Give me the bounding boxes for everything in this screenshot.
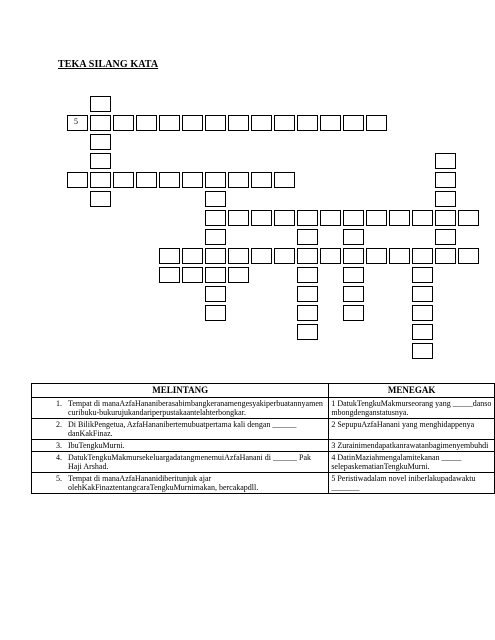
grid-cell[interactable]	[435, 229, 456, 245]
grid-cell[interactable]	[113, 115, 134, 131]
grid-cell[interactable]	[389, 210, 410, 226]
across-clue: Tempat di manaAzfaHananidiberitunjuk ajar olehKakFinaztentangcaraTengkuMurnimakan, bercakapdll.	[68, 474, 259, 492]
table-row	[32, 440, 495, 452]
grid-cell[interactable]	[228, 210, 249, 226]
grid-cell[interactable]	[412, 324, 433, 340]
grid-cell[interactable]	[228, 267, 249, 283]
grid-cell[interactable]	[458, 210, 479, 226]
grid-cell[interactable]	[136, 115, 157, 131]
grid-cell[interactable]	[205, 305, 226, 321]
grid-cell[interactable]	[228, 172, 249, 188]
down-clue: 2 SepupuAzfaHanani yang menghidappenya	[331, 420, 475, 429]
grid-cell[interactable]	[389, 248, 410, 264]
clue-number: 1.	[56, 399, 62, 408]
across-clue: Tempat di manaAzfaHananiberasabimbangkeranamengesyakiperbuatannyamencuribuku-bukurujukandariperpustakaantelahterbongkar.	[68, 399, 323, 417]
grid-cell[interactable]	[251, 210, 272, 226]
clue-number: 2.	[56, 420, 62, 429]
page-title: TEKA SILANG KATA	[58, 59, 159, 70]
grid-cell[interactable]	[251, 248, 272, 264]
grid-cell[interactable]	[435, 248, 456, 264]
grid-cell[interactable]	[343, 305, 364, 321]
grid-cell[interactable]	[228, 115, 249, 131]
grid-cell[interactable]	[412, 305, 433, 321]
clue-table	[31, 383, 495, 494]
grid-cell[interactable]	[274, 210, 295, 226]
grid-cell[interactable]	[182, 248, 203, 264]
grid-cell[interactable]	[205, 191, 226, 207]
grid-cell[interactable]	[90, 172, 111, 188]
grid-cell[interactable]	[159, 172, 180, 188]
grid-cell[interactable]	[274, 172, 295, 188]
grid-cell[interactable]	[343, 267, 364, 283]
grid-cell[interactable]	[366, 210, 387, 226]
cell-number: 5	[74, 117, 78, 126]
grid-cell[interactable]	[366, 115, 387, 131]
grid-cell[interactable]	[412, 343, 433, 359]
grid-cell[interactable]	[435, 210, 456, 226]
down-clue: 5 Peristiwadalam novel iniberlakupadawaktu _______	[331, 474, 476, 492]
grid-cell[interactable]	[412, 248, 433, 264]
grid-cell[interactable]	[251, 172, 272, 188]
across-clue: DatukTengkuMakmursekeluargadatangmenemuiAzfaHanani di ______ Pak Haji Arshad.	[68, 453, 311, 471]
grid-cell[interactable]	[205, 210, 226, 226]
across-clue: Di BilikPengetua, AzfaHananibertemubuatpertama kali dengan ______ danKakFinaz.	[68, 420, 297, 438]
grid-cell[interactable]	[228, 248, 249, 264]
grid-cell[interactable]	[320, 210, 341, 226]
grid-cell[interactable]	[297, 248, 318, 264]
across-header: MELINTANG	[32, 384, 329, 398]
grid-cell[interactable]	[113, 172, 134, 188]
down-clue: 3 Zurainimendapatkanrawatanbagimenyembuhdi	[331, 441, 489, 450]
grid-cell[interactable]	[182, 267, 203, 283]
grid-cell[interactable]	[458, 248, 479, 264]
grid-cell[interactable]	[205, 229, 226, 245]
table-row	[32, 398, 495, 419]
grid-cell[interactable]	[67, 115, 88, 131]
grid-cell[interactable]	[343, 115, 364, 131]
grid-cell[interactable]	[297, 324, 318, 340]
grid-cell[interactable]	[412, 267, 433, 283]
down-clue: 4 DatinMaziahmengalamitekanan _____ selepaskematianTengkuMurni.	[331, 453, 462, 471]
grid-cell[interactable]	[412, 210, 433, 226]
grid-cell[interactable]	[274, 248, 295, 264]
grid-cell[interactable]	[159, 248, 180, 264]
across-clue: IbuTengkuMurni.	[68, 441, 125, 450]
grid-cell[interactable]	[274, 115, 295, 131]
clue-number: 4.	[56, 453, 62, 462]
grid-cell[interactable]	[297, 115, 318, 131]
grid-cell[interactable]	[205, 115, 226, 131]
grid-cell[interactable]	[435, 172, 456, 188]
grid-cell[interactable]	[297, 286, 318, 302]
down-clue: 1 DatukTengkuMakmurseorang yang _____dansombongdenganstatusnya.	[331, 399, 492, 417]
grid-cell[interactable]	[435, 153, 456, 169]
grid-cell[interactable]	[297, 305, 318, 321]
grid-cell[interactable]	[251, 115, 272, 131]
grid-cell[interactable]	[320, 115, 341, 131]
grid-cell[interactable]	[205, 248, 226, 264]
grid-cell[interactable]	[205, 267, 226, 283]
grid-cell[interactable]	[412, 286, 433, 302]
grid-cell[interactable]	[90, 134, 111, 150]
table-row	[32, 419, 495, 440]
grid-cell[interactable]	[343, 229, 364, 245]
grid-cell[interactable]	[435, 191, 456, 207]
grid-cell[interactable]	[320, 248, 341, 264]
grid-cell[interactable]	[67, 172, 88, 188]
grid-cell[interactable]	[159, 115, 180, 131]
clue-number: 5.	[56, 474, 62, 483]
grid-cell[interactable]	[90, 96, 111, 112]
clue-number: 3.	[56, 441, 62, 450]
grid-cell[interactable]	[297, 210, 318, 226]
grid-cell[interactable]	[343, 210, 364, 226]
table-row	[32, 473, 495, 494]
grid-cell[interactable]	[366, 248, 387, 264]
table-row	[32, 452, 495, 473]
grid-cell[interactable]	[182, 172, 203, 188]
grid-cell[interactable]	[136, 172, 157, 188]
grid-cell[interactable]	[343, 248, 364, 264]
grid-cell[interactable]	[205, 286, 226, 302]
grid-cell[interactable]	[343, 286, 364, 302]
grid-cell[interactable]	[159, 267, 180, 283]
grid-cell[interactable]	[297, 267, 318, 283]
grid-cell[interactable]	[90, 191, 111, 207]
down-header: MENEGAK	[329, 384, 495, 398]
grid-cell[interactable]	[205, 172, 226, 188]
grid-cell[interactable]	[182, 115, 203, 131]
grid-cell[interactable]	[297, 229, 318, 245]
grid-cell[interactable]	[90, 153, 111, 169]
grid-cell[interactable]	[90, 115, 111, 131]
